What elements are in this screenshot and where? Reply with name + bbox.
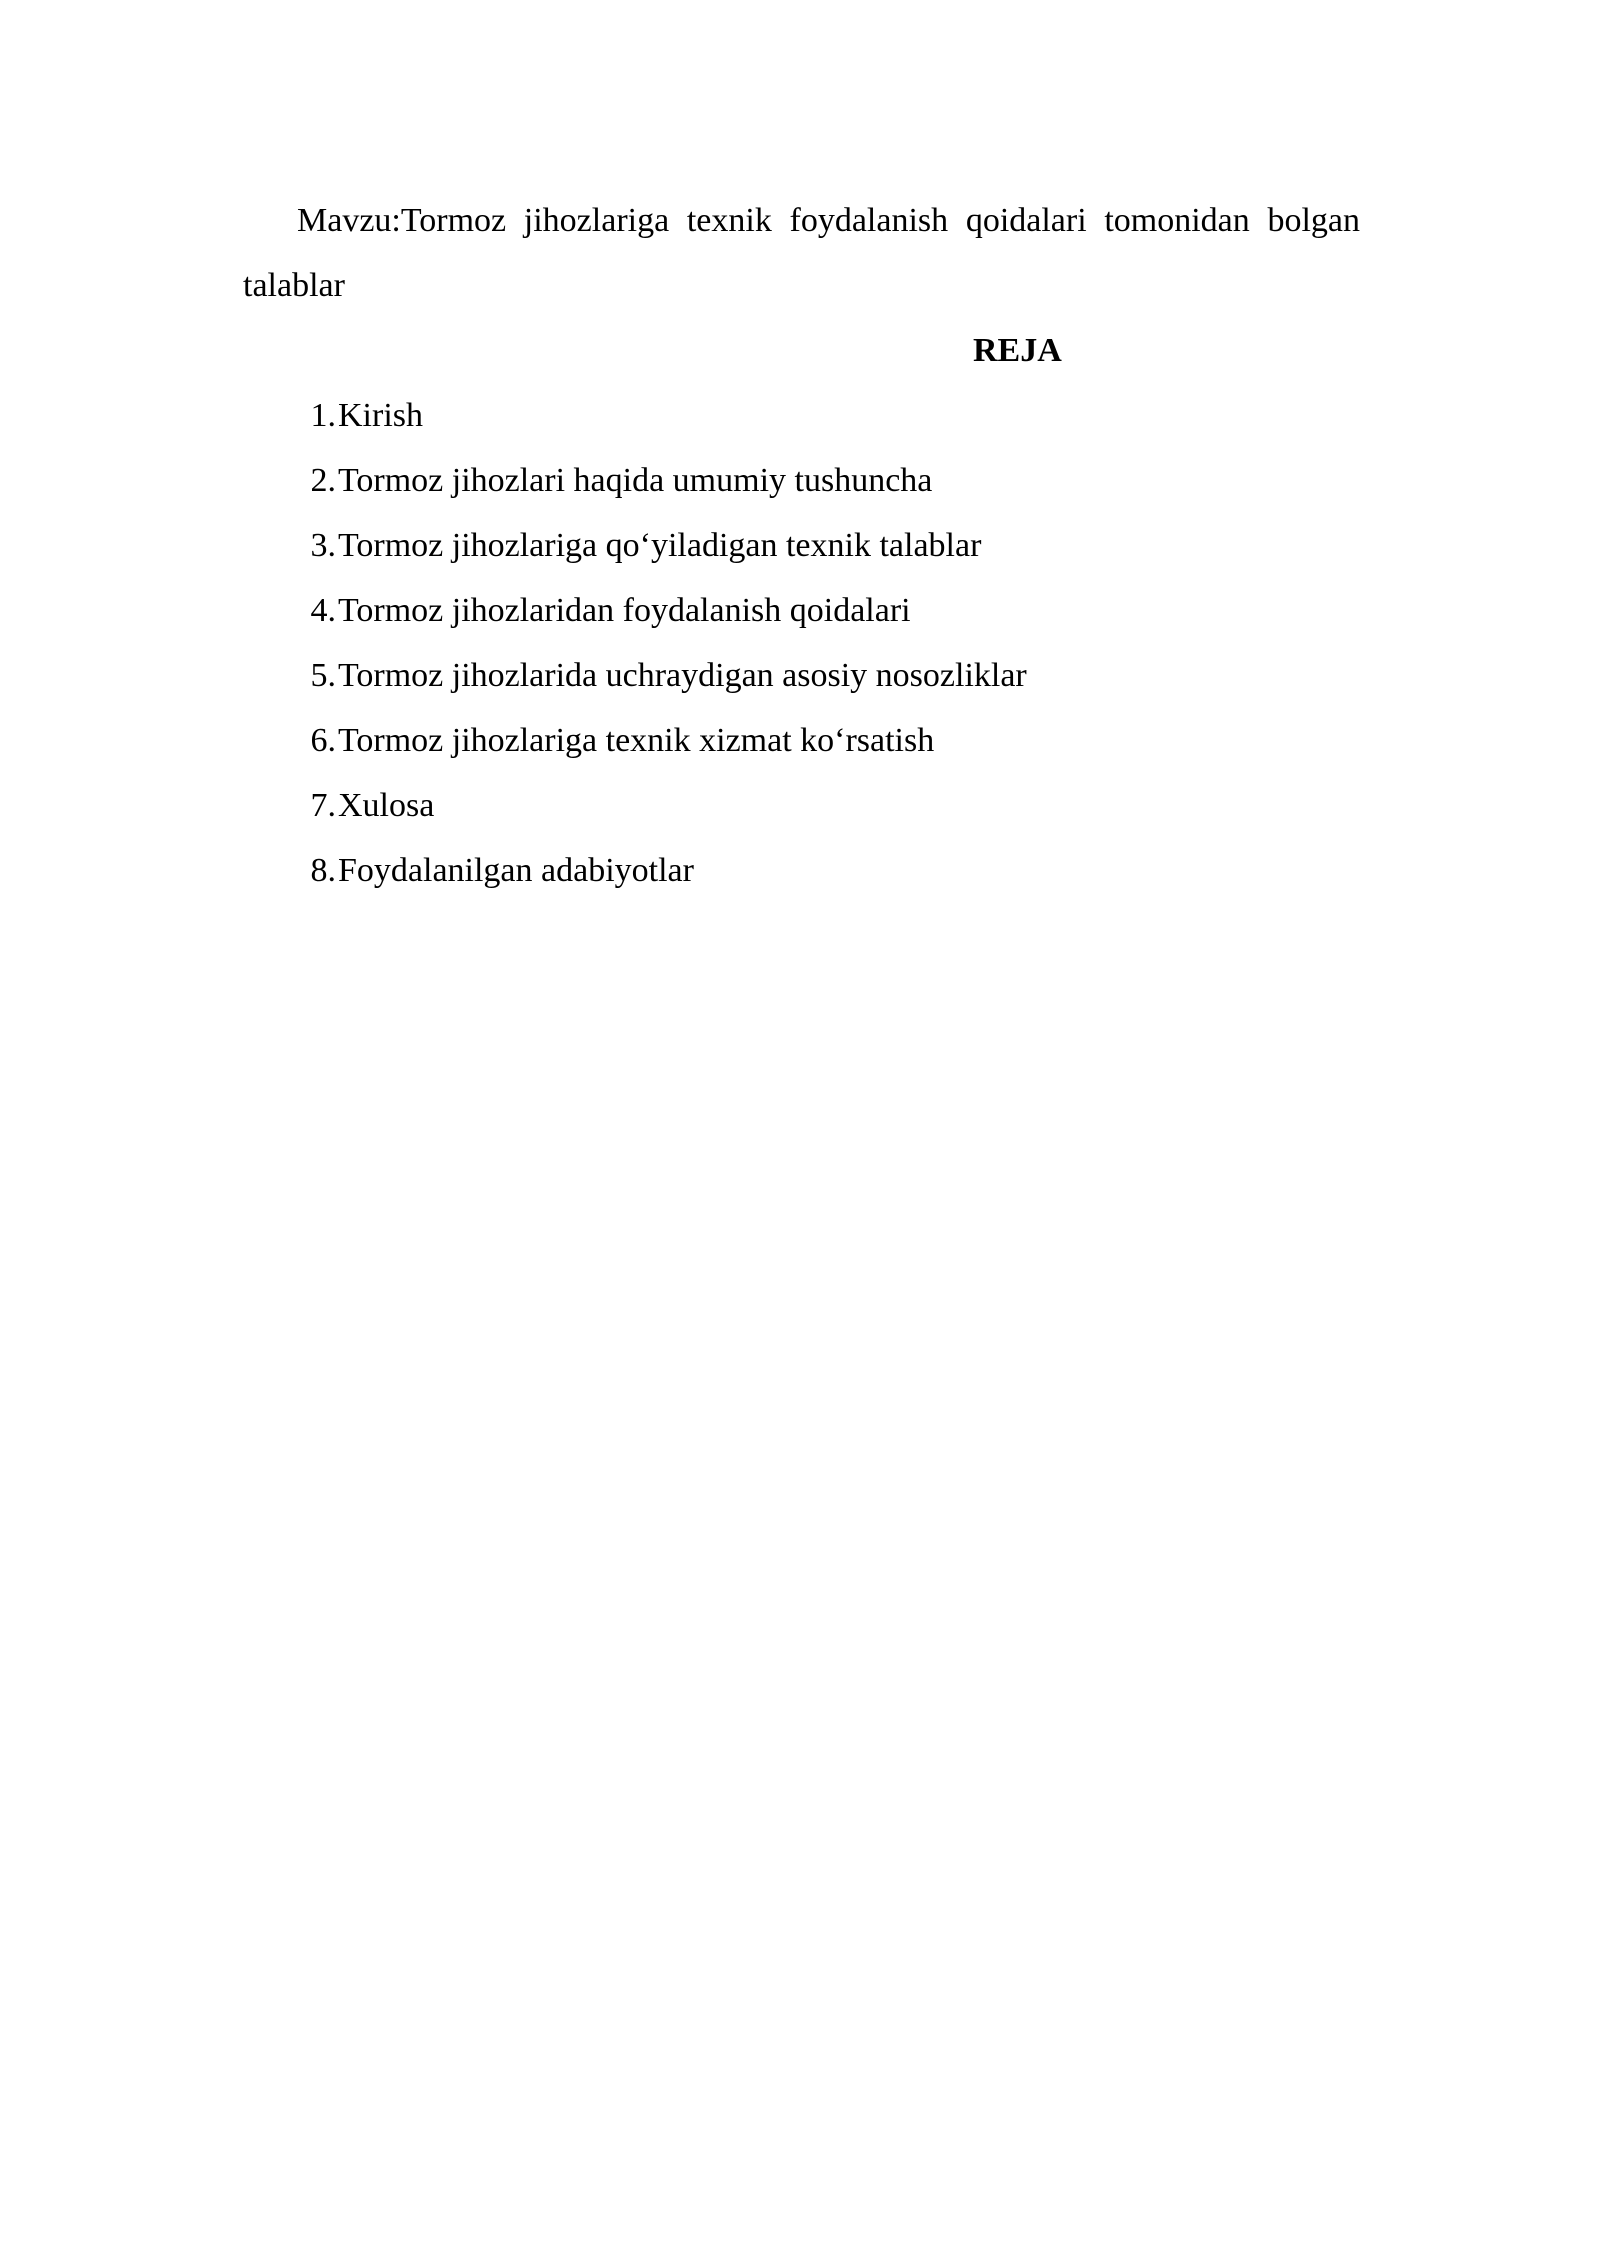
plan-item (243, 773, 1360, 838)
plan-item-text: Tormoz jihozlariga qo‘yiladigan texnik talablar (338, 527, 982, 564)
plan-item (243, 643, 1360, 708)
plan-list (243, 383, 1360, 903)
plan-item (243, 383, 1360, 448)
plan-item-number: 3. (310, 527, 336, 564)
plan-item-text: Tormoz jihozlariga texnik xizmat ko‘rsatish (338, 722, 935, 759)
plan-item-text: Kirish (338, 397, 423, 434)
plan-item (243, 513, 1360, 578)
page-content (243, 188, 1360, 903)
plan-item-text: Foydalanilgan adabiyotlar (338, 852, 694, 889)
plan-heading: REJA (973, 332, 1062, 369)
plan-item-number: 4. (310, 592, 336, 629)
plan-item (243, 838, 1360, 903)
plan-item-text: Tormoz jihozlaridan foydalanish qoidalari (338, 592, 911, 629)
plan-item (243, 578, 1360, 643)
plan-item-number: 2. (310, 462, 336, 499)
topic-paragraph: Mavzu:Tormoz jihozlariga texnik foydalanish qoidalari tomonidan bolgan talablar (243, 202, 1360, 304)
plan-item-text: Tormoz jihozlari haqida umumiy tushuncha (338, 462, 933, 499)
plan-item-number: 5. (310, 657, 336, 694)
plan-item-number: 7. (310, 787, 336, 824)
plan-item-number: 1. (310, 397, 336, 434)
plan-item-number: 8. (310, 852, 336, 889)
plan-item-text: Xulosa (338, 787, 435, 824)
plan-item-text: Tormoz jihozlarida uchraydigan asosiy nosozliklar (338, 657, 1027, 694)
plan-item-number: 6. (310, 722, 336, 759)
plan-item (243, 708, 1360, 773)
plan-item (243, 448, 1360, 513)
